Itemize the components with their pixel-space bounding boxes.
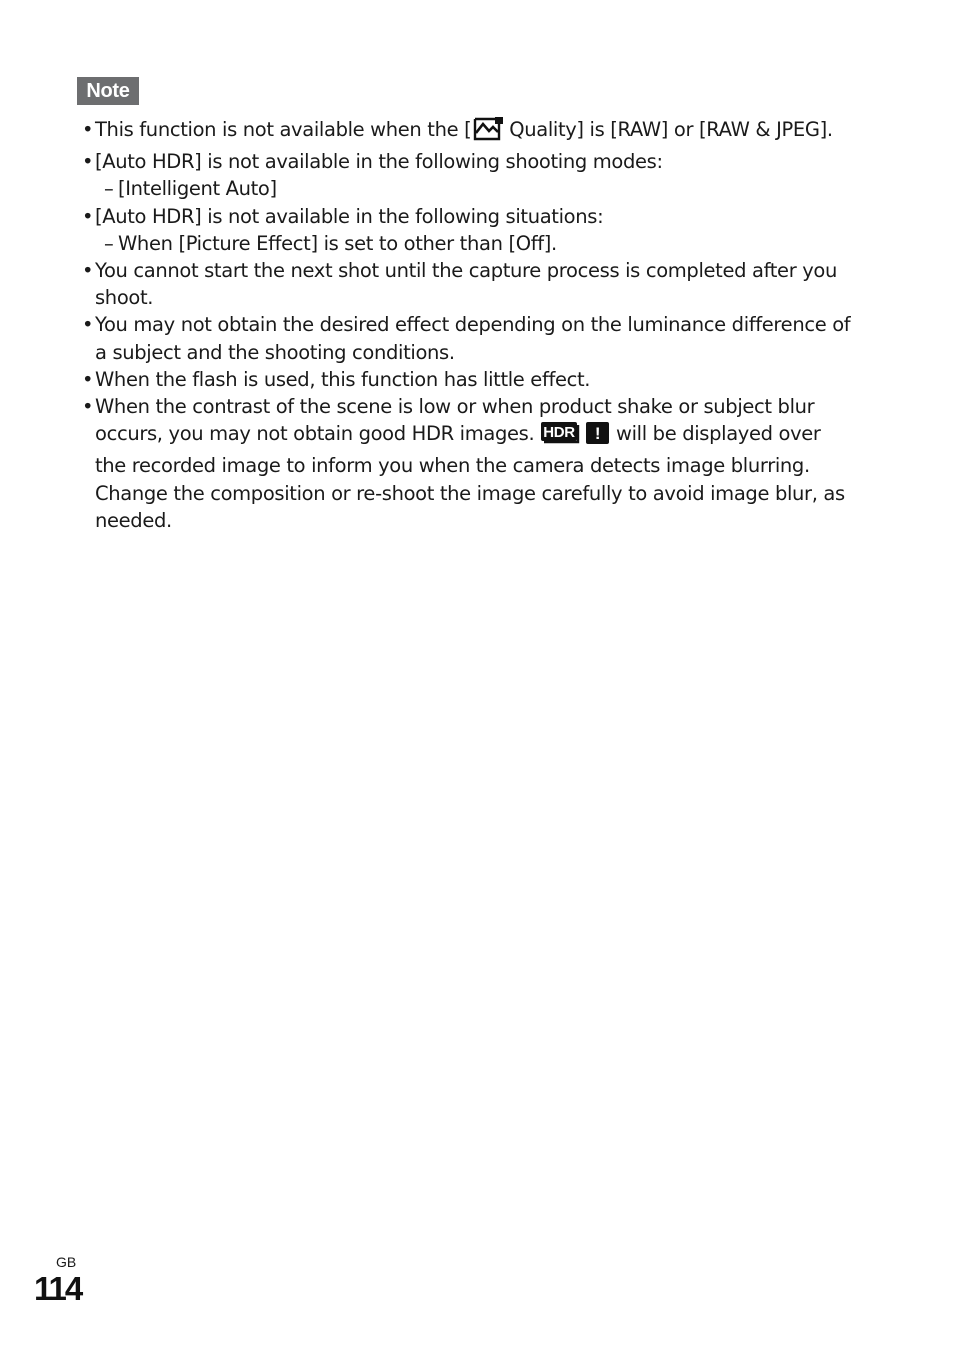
list-item [82,148,852,202]
list-item [82,203,852,257]
note-list [82,116,852,534]
item-text: will be displayed over the recorded image to inform you when the camera detects image blurring. Change the composition or re-shoot the image carefully to avoid image blur, as needed. [95,422,845,532]
item-text: Quality] is [RAW] or [RAW & JPEG]. [503,118,833,141]
image-quality-icon [471,117,503,148]
list-item [82,393,852,534]
item-text: [Auto HDR] is not available in the following shooting modes: [95,150,663,174]
sub-list [95,230,852,257]
list-item [82,116,852,148]
sub-list [95,175,852,202]
note-label: Note [77,77,139,105]
item-text: This function is not available when the [ [95,118,472,141]
page-region-label: GB [56,1254,77,1270]
sub-list-item: – [Intelligent Auto] [95,175,852,202]
list-item: • You may not obtain the desired effect depending on the luminance difference of a subject and the shooting conditions. [82,311,852,365]
list-item: • You cannot start the next shot until the capture process is completed after you shoot. [82,257,852,311]
hdr-icon-text: HDR [543,424,575,442]
page-number: 114 [34,1270,82,1307]
warning-icon-text: ! [595,424,601,444]
item-text: [Auto HDR] is not available in the following situations: [95,204,604,228]
sub-list-item: – When [Picture Effect] is set to other than [Off]. [95,230,852,257]
item-text: When the contrast of the scene is low or when product shake or subject blur occurs, you may not obtain good HDR images. [95,395,815,446]
list-item: • When the flash is used, this function has little effect. [82,366,852,393]
hdr-warning-icon [540,421,610,452]
